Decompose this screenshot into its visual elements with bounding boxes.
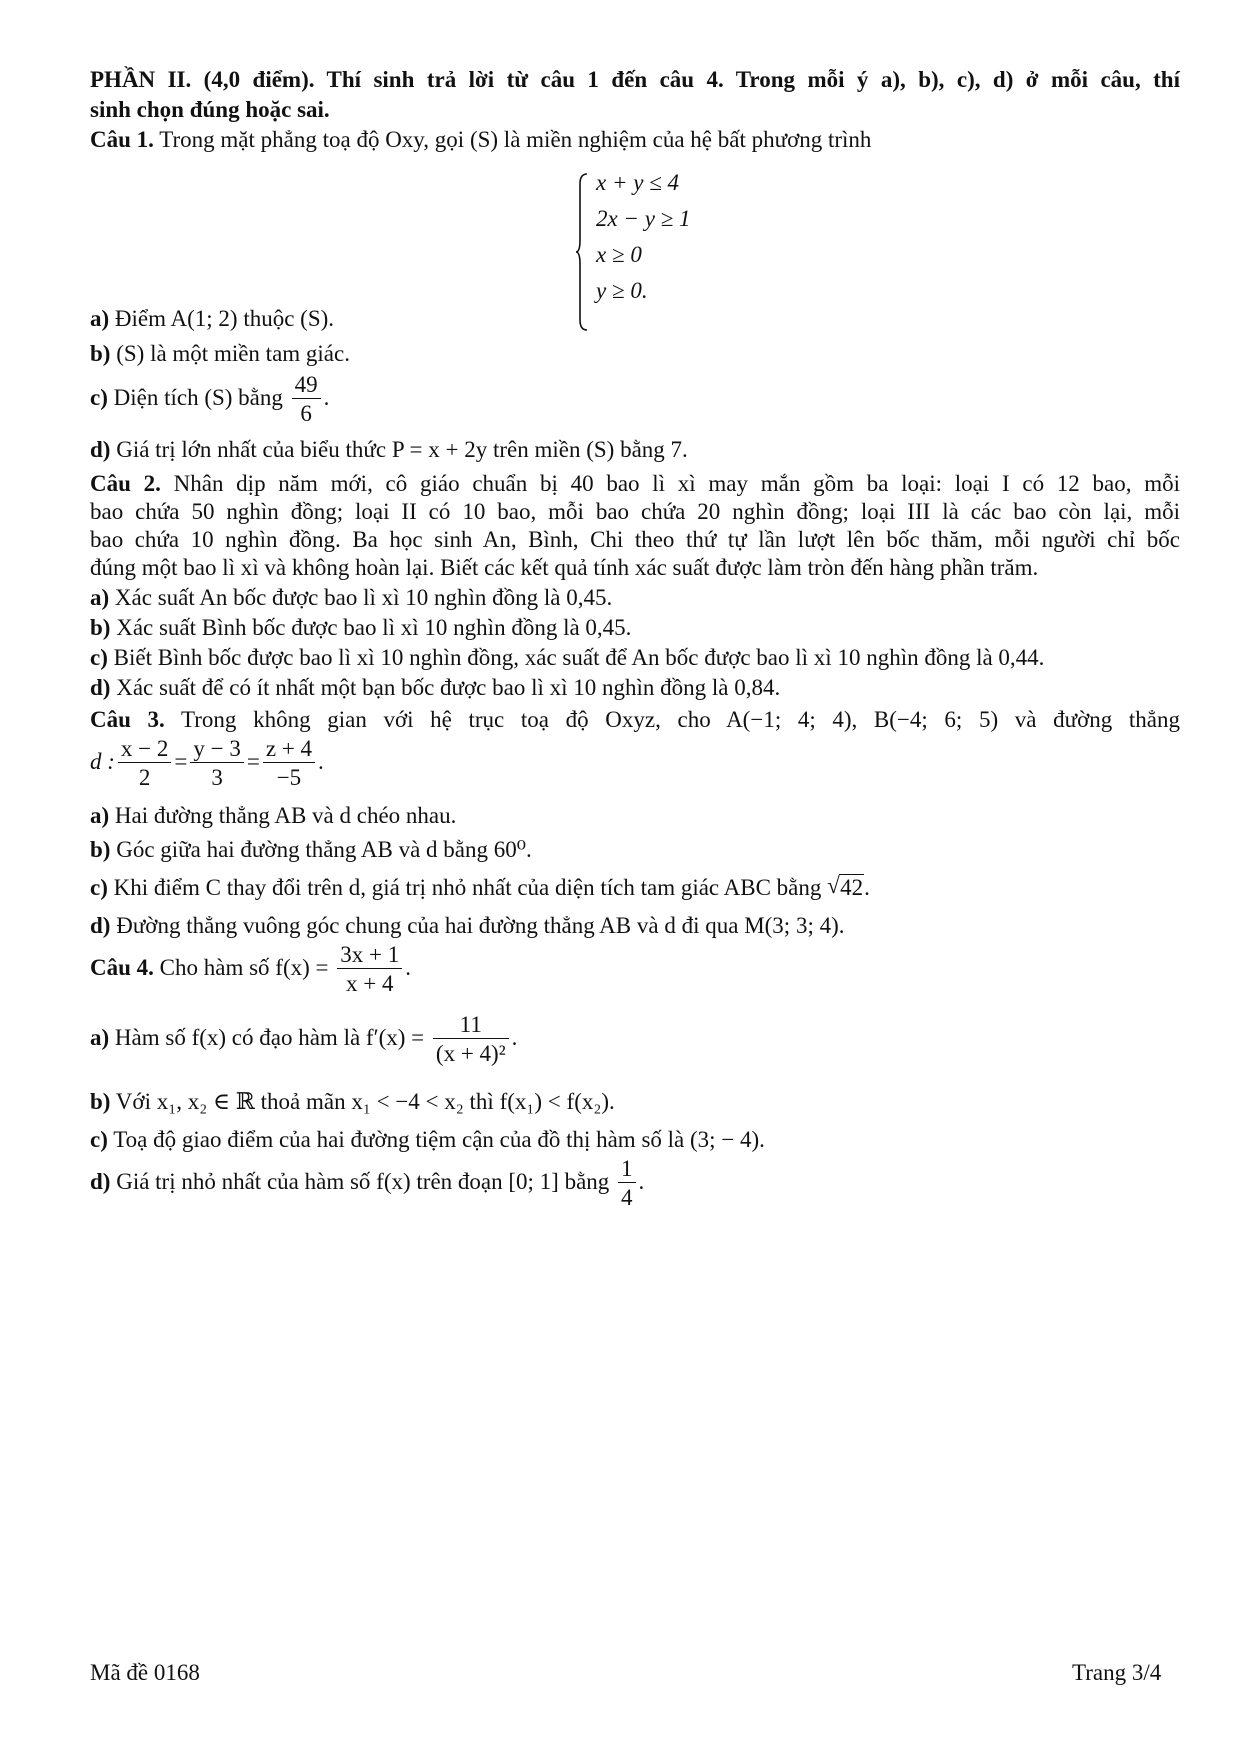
- fraction: $\frac{z + 4}{-5}$: [263, 735, 315, 792]
- fraction: $\frac{49}{6}$: [292, 371, 321, 428]
- ineq-3: x ≥ 0: [596, 242, 642, 267]
- q2-option-d: d) Xác suất để có ít nhất một bạn bốc được bao lì xì 10 nghìn đồng là 0,84.: [90, 675, 781, 700]
- fraction: $\frac{3x + 1}{x + 4}$: [337, 941, 402, 998]
- page-number: Trang 3/4: [1072, 1660, 1162, 1685]
- exam-code: Mã đề 0168: [90, 1660, 200, 1685]
- fraction: $\frac{y - 3}{3}$: [190, 735, 243, 792]
- q3-option-b: b) Góc giữa hai đường thẳng AB và d bằng 60⁰.: [90, 837, 532, 862]
- ineq-4: y ≥ 0.: [596, 278, 648, 303]
- q1-stem: Câu 1. Trong mặt phẳng toạ độ Oxy, gọi (S) là miền nghiệm của hệ bất phương trình: [90, 127, 872, 152]
- q4-option-a: a) Hàm số f(x) có đạo hàm là f′(x) = $\frac{11}{\text{(x + 4)²}}$ .: [90, 1012, 518, 1067]
- q1-inequality-system: [576, 172, 716, 332]
- square-root: √ 42: [827, 873, 864, 900]
- q3-option-d: d) Đường thẳng vuông góc chung của hai đường thẳng AB và d đi qua M(3; 3; 4).: [90, 913, 845, 938]
- fraction: $\frac{1}{4}$: [618, 1155, 636, 1212]
- ineq-2: 2x − y ≥ 1: [596, 206, 691, 231]
- fraction: $\frac{x - 2}{2}$: [118, 735, 171, 792]
- q3-option-c: c) Khi điểm C thay đổi trên d, giá trị nhỏ nhất của diện tích tam giác ABC bằng √ 42.: [90, 873, 870, 900]
- q4-option-b: b) Với x₁, x₂ ∈ ℝ thoả mãn x₁ < −4 < x₂ thì f(x₁) < f(x₂).: [90, 1089, 615, 1114]
- q4-option-d: d) Giá trị nhỏ nhất của hàm số f(x) trên đoạn [0; 1] bằng $\frac{1}{4}$ .: [90, 1156, 645, 1211]
- q1-option-b: b) (S) là một miền tam giác.: [90, 341, 350, 366]
- q2-stem-2: bao chứa 50 nghìn đồng; loại II có 10 bao, mỗi bao chứa 20 nghìn đồng; loại III là các bao còn lại, mỗi: [90, 499, 1180, 524]
- left-brace-icon: [576, 172, 588, 332]
- q2-stem-4: đúng một bao lì xì và không hoàn lại. Biết các kết quả tính xác suất được làm tròn đến hàng phần trăm.: [90, 555, 1039, 580]
- q4-stem: Câu 4. Cho hàm số f(x) = $\frac{3x + 1}{x + 4}$ .: [90, 942, 411, 997]
- part-heading-cont: sinh chọn đúng hoặc sai.: [90, 97, 330, 122]
- q1-option-c: c) Diện tích (S) bằng $\frac{49}{6}$ .: [90, 372, 330, 427]
- q4-option-c: c) Toạ độ giao điểm của hai đường tiệm cận của đồ thị hàm số là (3; − 4).: [90, 1127, 765, 1152]
- q1-label: Câu 1.: [90, 127, 154, 152]
- q2-option-c: c) Biết Bình bốc được bao lì xì 10 nghìn đồng, xác suất để An bốc được bao lì xì 10 nghìn đồng là 0,44.: [90, 645, 1045, 670]
- ineq-1: x + y ≤ 4: [596, 170, 680, 195]
- q2-option-a: a) Xác suất An bốc được bao lì xì 10 nghìn đồng là 0,45.: [90, 585, 613, 610]
- q2-stem-3: bao chứa 10 nghìn đồng. Ba học sinh An, Bình, Chi theo thứ tự lần lượt lên bốc thăm, mỗi người chỉ bốc: [90, 527, 1180, 552]
- q1-option-a: a) Điểm A(1; 2) thuộc (S).: [90, 306, 335, 331]
- q2-stem-1: Câu 2. Nhân dịp năm mới, cô giáo chuẩn bị 40 bao lì xì may mắn gồm ba loại: loại I có 12 bao, mỗi: [90, 471, 1181, 496]
- q3-stem: Câu 3. Trong không gian với hệ trục toạ độ Oxyz, cho A(−1; 4; 4), B(−4; 6; 5) và đường thẳng: [90, 707, 1180, 732]
- q3-option-a: a) Hai đường thẳng AB và d chéo nhau.: [90, 803, 457, 828]
- part-heading: PHẦN II. (4,0 điểm). Thí sinh trả lời từ câu 1 đến câu 4. Trong mỗi ý a), b), c), d) ở mỗi câu, thí: [90, 67, 1180, 92]
- fraction: $\frac{11}{\text{(x + 4)²}}$: [433, 1011, 509, 1068]
- q1-option-d: d) Giá trị lớn nhất của biểu thức P = x + 2y trên miền (S) bằng 7.: [90, 437, 688, 462]
- q3-line-d-equation: d : $\frac{x - 2}{2}$ = $\frac{y - 3}{3}$ = $\frac{z + 4}{-5}$ .: [90, 736, 324, 791]
- q2-option-b: b) Xác suất Bình bốc được bao lì xì 10 nghìn đồng là 0,45.: [90, 615, 632, 640]
